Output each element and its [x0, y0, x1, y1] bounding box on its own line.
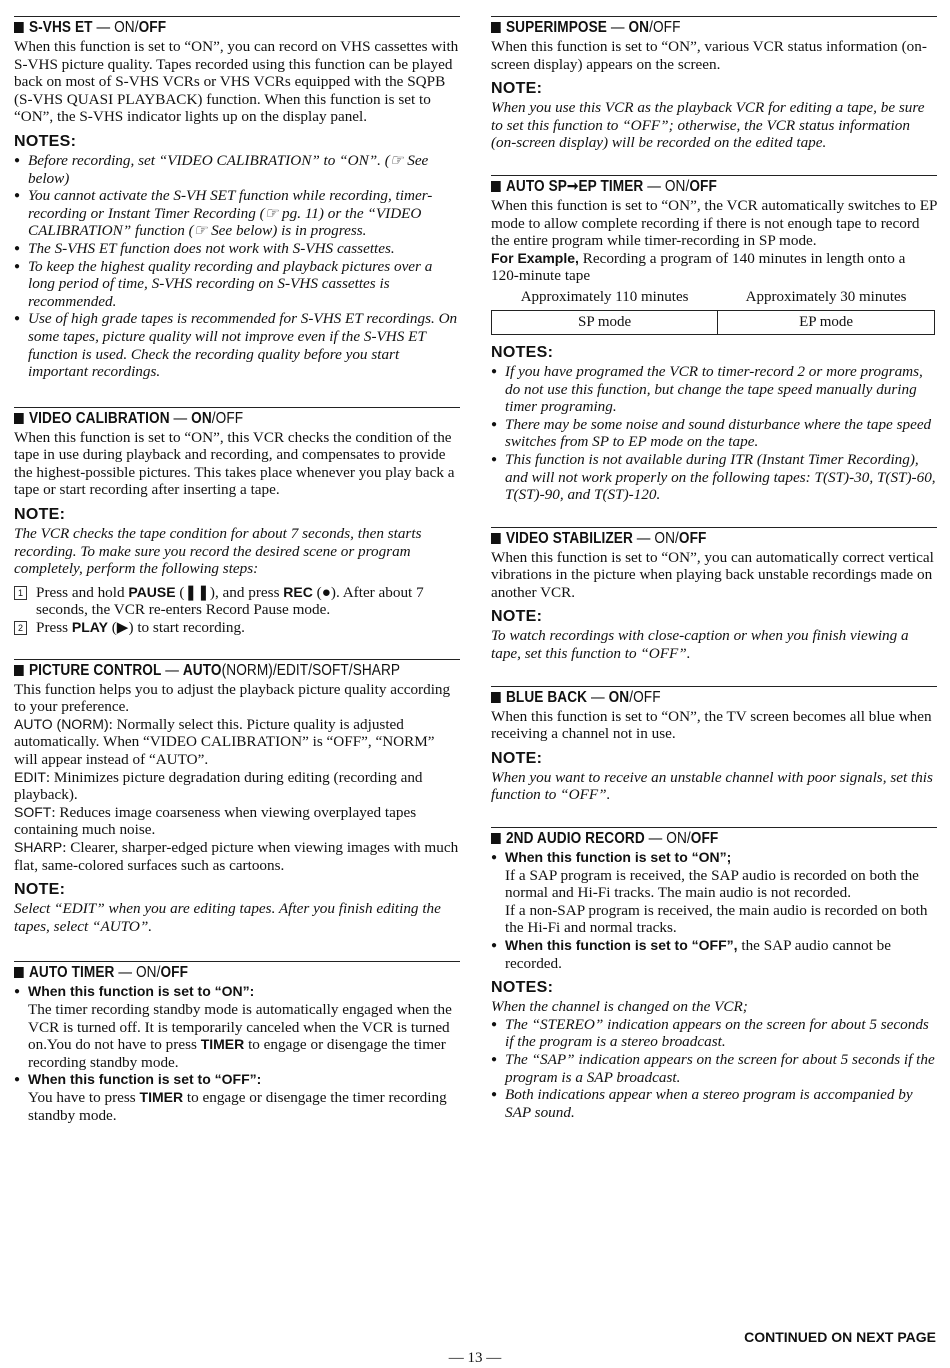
heading-option-a: ON/: [135, 964, 161, 982]
heading-dash: —: [606, 19, 629, 36]
heading-option-a: ON/: [114, 19, 139, 36]
example-body: Recording a program of 140 minutes in length onto a 120-minute tape: [491, 249, 906, 285]
tape-mode-table: [491, 287, 935, 335]
heading-title: S-VHS ET: [28, 19, 93, 36]
condition-on: [14, 983, 460, 1071]
heading-dash: —: [114, 964, 136, 982]
condition-text: to engage or disengage the timer recording standby mode.: [28, 1088, 447, 1124]
section-heading: [491, 688, 883, 707]
note-item: ● This function is not available during ITR (Instant Timer Recording), and will not work properly on the following tapes: T(ST)-30, T(ST)-60, T(ST)-90, and T(ST)-120.: [491, 451, 937, 504]
condition-text: the SAP audio cannot be recorded.: [505, 937, 891, 972]
note-item: ● You cannot activate the S-VH SET function while recording, timer-recording or Instant Timer Recording (☞ pg. 11) or the “VIDEO CALIBRATION” function (☞ See below) is in progress.: [14, 187, 460, 240]
body-text: This function helps you to adjust the playback picture quality according to your preference.: [14, 680, 451, 716]
section-svhs-et: [14, 16, 460, 381]
example-label: For Example,: [491, 249, 579, 266]
section-auto-timer: [14, 961, 460, 1124]
section-auto-sp-ep-timer: [491, 175, 937, 504]
heading-title: BLUE BACK: [505, 688, 588, 706]
body-text: When this function is set to “ON”, the TV screen becomes all blue when receiving a channel not in use.: [491, 707, 932, 743]
option-key: AUTO (NORM): [14, 715, 109, 732]
play-key-label: PLAY: [71, 619, 108, 636]
section-blue-back: [491, 686, 937, 804]
condition-text: If a non-SAP program is received, the main audio is recorded on both the Hi-Fi and normal tracks.: [505, 901, 928, 937]
note-text: The VCR checks the tape condition for about 7 seconds, then starts recording. To make sure you record the desired scene or program completely, perform the following steps:: [14, 525, 422, 578]
heading-dash: —: [92, 19, 115, 36]
heading-option-b: (NORM)/EDIT/SOFT/SHARP: [221, 661, 401, 679]
option-key: SHARP: [14, 838, 63, 855]
step-number: 1: [14, 586, 27, 600]
note-item: ● Before recording, set “VIDEO CALIBRATION” to “ON”. (☞ See below): [14, 152, 460, 187]
heading-dash: —: [644, 830, 667, 848]
heading-title: PICTURE CONTROL: [28, 661, 162, 679]
heading-title: SUPERIMPOSE: [505, 19, 607, 36]
body-text: When this function is set to “ON”, various VCR status information (on-screen display) appears on the screen.: [491, 38, 927, 73]
square-bullet-icon: [491, 181, 501, 192]
section-video-calibration: [14, 407, 460, 637]
heading-option-b: /OFF: [649, 19, 681, 36]
body-text: When this function is set to “ON”, you can record on VHS cassettes with S-VHS picture quality. Tapes recorded using this function can be played back on most of S-VHS VCRs or VHS VCRs equipped with the SQPB (S-VHS QUASI PLAYBACK) function. When this function is set to “ON”, the S-VHS indicator lights up on the display panel.: [14, 38, 459, 126]
section-heading: [491, 177, 883, 196]
section-heading: [491, 18, 883, 37]
table-header-cell: Approximately 30 minutes: [745, 288, 907, 305]
note-item: ● The S-VHS ET function does not work with S-VHS cassettes.: [14, 240, 460, 258]
heading-dash: —: [643, 177, 665, 195]
section-superimpose: [491, 16, 937, 152]
heading-option-a: ON: [191, 409, 212, 427]
note-heading: NOTE:: [14, 506, 66, 524]
condition-off: [491, 937, 937, 972]
condition-text: You have to press: [28, 1088, 140, 1106]
step-text: Press: [36, 619, 72, 637]
step-text: (❚❚), and press: [175, 583, 284, 601]
step-number: 2: [14, 621, 27, 635]
section-heading: [14, 18, 406, 37]
note-heading: NOTE:: [14, 881, 66, 899]
square-bullet-icon: [491, 22, 501, 33]
section-heading: [491, 529, 883, 548]
condition-text: to engage or disengage the timer recording standby mode.: [28, 1036, 446, 1071]
step-text: (●). After about 7 seconds, the VCR re-enters Record Pause mode.: [36, 583, 424, 619]
rec-key-label: REC: [283, 583, 313, 600]
note-item: ● The “STEREO” indication appears on the screen for about 5 seconds if the program is a stereo broadcast.: [491, 1016, 937, 1051]
section-heading: [14, 963, 406, 982]
note-heading: NOTE:: [491, 608, 543, 626]
heading-title: AUTO SP➞EP TIMER: [505, 177, 644, 195]
right-column: [491, 16, 937, 1121]
condition-text: If a SAP program is received, the SAP audio is recorded on both the normal and Hi-Fi tracks. The main audio is not recorded.: [505, 866, 919, 902]
notes-intro: When the channel is changed on the VCR;: [491, 998, 748, 1016]
heading-title: AUTO TIMER: [28, 964, 115, 982]
heading-option-b: /OFF: [629, 688, 661, 706]
section-heading: [14, 661, 406, 680]
heading-option-a: ON/: [664, 177, 690, 195]
option-edit: [14, 769, 460, 804]
page-number: — 13 —: [448, 1350, 502, 1366]
left-column: [14, 16, 460, 1124]
condition-label: When this function is set to “ON”;: [505, 849, 732, 866]
heading-option-a: AUTO: [182, 661, 222, 679]
square-bullet-icon: [14, 665, 24, 676]
table-header-row: [492, 287, 935, 311]
step-text: Press and hold: [36, 583, 129, 601]
heading-option-b: OFF: [138, 19, 167, 36]
square-bullet-icon: [14, 967, 24, 978]
continued-label: CONTINUED ON NEXT PAGE: [744, 1329, 936, 1345]
square-bullet-icon: [491, 692, 501, 703]
section-video-stabilizer: [491, 527, 937, 663]
heading-title: VIDEO STABILIZER: [505, 529, 633, 547]
heading-dash: —: [161, 661, 183, 679]
option-sharp: [14, 839, 460, 874]
option-text: : Clearer, sharper-edged picture when viewing images with much flat, same-colored surfaces such as cartoons.: [14, 838, 459, 874]
note-text: When you use this VCR as the playback VCR for editing a tape, be sure to set this function to “OFF”; otherwise, the VCR status information (on-screen display) will be recorded on the edited tape.: [491, 99, 925, 152]
heading-option-a: ON: [608, 688, 630, 706]
heading-option-b: OFF: [690, 830, 719, 848]
option-text: : Reduces image coarseness when viewing overplayed tapes containing much noise.: [14, 803, 417, 839]
table-cell: SP mode: [492, 310, 718, 334]
heading-option-a: ON: [628, 19, 650, 36]
note-text: Select “EDIT” when you are editing tapes. After you finish editing the tapes, select “AUTO”.: [14, 900, 441, 935]
condition-text: The timer recording standby mode is automatically engaged when the VCR is turned off. It is temporarily canceled when the VCR is turned on.You do not have to press: [28, 1000, 452, 1054]
step-1: [14, 584, 460, 619]
condition-label: When this function is set to “OFF”:: [28, 1071, 262, 1088]
timer-key-label: TIMER: [139, 1088, 184, 1105]
square-bullet-icon: [491, 533, 501, 544]
option-auto: [14, 716, 460, 769]
body-text: When this function is set to “ON”, you can automatically correct vertical vibrations in the picture when playing back unstable recordings made on another VCR.: [491, 548, 934, 601]
heading-option-b: /OFF: [211, 409, 244, 427]
heading-dash: —: [632, 529, 655, 547]
square-bullet-icon: [14, 22, 24, 33]
heading-dash: —: [169, 409, 192, 427]
condition-off: [14, 1071, 460, 1124]
note-text: When you want to receive an unstable channel with poor signals, set this function to “OFF”.: [491, 768, 933, 804]
heading-option-b: OFF: [689, 177, 717, 195]
heading-option-b: OFF: [678, 529, 707, 547]
body-text: When this function is set to “ON”, the VCR automatically switches to EP mode to allow complete recording if there is not enough tape to record the entire program while timer-recording in SP mode.: [491, 196, 937, 250]
heading-title: VIDEO CALIBRATION: [28, 409, 170, 427]
table-cell: EP mode: [718, 310, 935, 334]
note-item: ● If you have programed the VCR to timer-record 2 or more programs, do not use this function, but change the tape speed manually during timer programing.: [491, 363, 937, 416]
example-text: [491, 250, 937, 285]
note-text: To watch recordings with close-caption or when you finish viewing a tape, set this function to “OFF”.: [491, 627, 909, 663]
step-2: [14, 619, 460, 637]
notes-heading: NOTES:: [14, 132, 77, 150]
notes-heading: NOTES:: [491, 979, 554, 997]
note-heading: NOTE:: [491, 749, 543, 767]
heading-option-b: OFF: [160, 964, 189, 982]
section-heading: [491, 829, 883, 848]
square-bullet-icon: [14, 413, 24, 424]
section-picture-control: [14, 659, 460, 936]
option-text: : Normally select this. Picture quality is adjusted automatically. When “VIDEO CALIBRATION” is “OFF”, “NORM” will appear instead of “AUTO”.: [14, 715, 435, 768]
section-heading: [14, 409, 406, 428]
notes-heading: NOTES:: [491, 343, 554, 361]
condition-label: When this function is set to “OFF”,: [505, 937, 738, 953]
note-item: ● There may be some noise and sound disturbance where the tape speed switches from SP to EP mode on the tape.: [491, 416, 937, 451]
table-header-cell: Approximately 110 minutes: [520, 288, 689, 305]
option-soft: [14, 804, 460, 839]
option-text: : Minimizes picture degradation during editing (recording and playback).: [14, 768, 423, 804]
condition-on: [491, 849, 937, 937]
note-item: ● Use of high grade tapes is recommended for S-VHS ET recordings. On some tapes, picture quality will not improve even if the S-VHS ET function is used. Check the recording quality before you start important recordings.: [14, 310, 460, 380]
note-heading: NOTE:: [491, 80, 543, 98]
condition-label: When this function is set to “ON”:: [28, 983, 255, 1000]
step-text: (▶) to start recording.: [107, 619, 245, 637]
heading-option-a: ON/: [666, 830, 691, 848]
pause-key-label: PAUSE: [128, 583, 176, 600]
square-bullet-icon: [491, 833, 501, 844]
note-item: ● The “SAP” indication appears on the screen for about 5 seconds if the program is a SAP broadcast.: [491, 1051, 937, 1086]
heading-title: 2ND AUDIO RECORD: [505, 830, 645, 848]
option-key: SOFT: [14, 803, 52, 820]
heading-dash: —: [587, 688, 609, 706]
option-key: EDIT: [14, 768, 46, 785]
table-row: [492, 310, 935, 334]
section-2nd-audio-record: [491, 827, 937, 1121]
body-text: When this function is set to “ON”, this VCR checks the condition of the tape in use during playback and recording, and compensates to provide the highest-possible pictures. This takes place whenever you play back a tape or start recording after inserting a tape.: [14, 428, 455, 499]
note-item: ● To keep the highest quality recording and playback pictures over a long period of time, S-VHS recording on S-VHS cassettes is recommended.: [14, 258, 460, 311]
timer-key-label: TIMER: [200, 1036, 245, 1053]
heading-option-a: ON/: [654, 529, 679, 547]
note-item: ● Both indications appear when a stereo program is accompanied by SAP sound.: [491, 1086, 937, 1121]
